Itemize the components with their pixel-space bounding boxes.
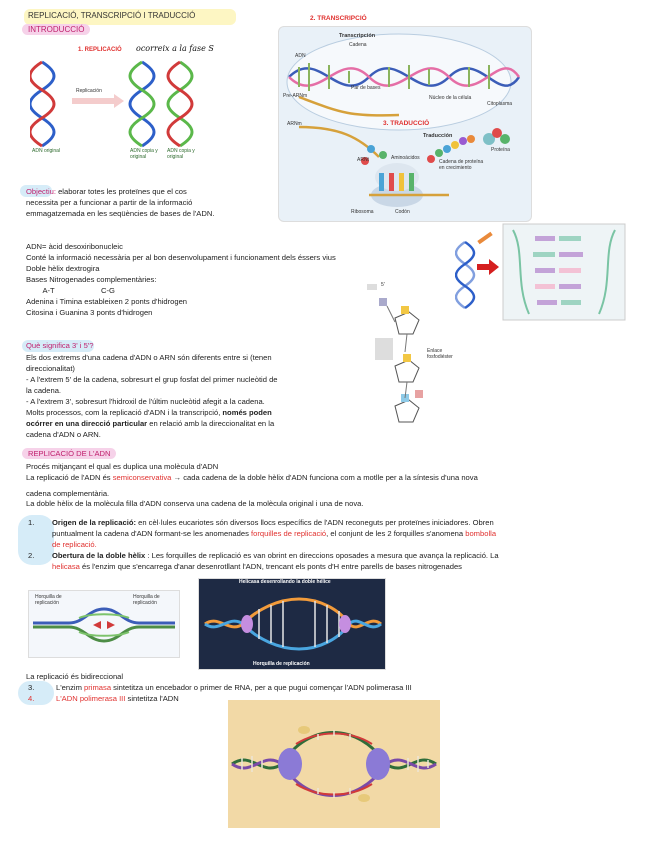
cell-label-cadena-proteina: Cadena de proteína en crecimiento — [439, 159, 484, 171]
dna-original-icon — [30, 62, 54, 146]
step4-a: L'ADN polimerasa III — [56, 694, 126, 703]
cell-label-ribosoma: Ribosoma — [351, 209, 374, 215]
label-dna-copy1: ADN copia y original — [130, 148, 158, 160]
replicacio-2a: La replicació de l'ADN és — [26, 473, 113, 482]
step1-l2d: bombolla — [465, 529, 497, 538]
objectiu-line-2: necessita per a funcionar a partir de la informació — [26, 198, 193, 207]
cell-label-nucleo: Núcleo de la célula — [429, 95, 472, 101]
step1-l2c: , el conjunt de les 2 forquilles s'anomena — [326, 529, 466, 538]
replication-figure — [30, 58, 200, 160]
cell-label-pre-arnm: Pre-ARNm — [283, 93, 308, 99]
bidireccional-line: La replicació és bidireccional — [26, 672, 124, 681]
label-transcripcio: 2. TRANSCRIPCIÓ — [310, 15, 367, 22]
cell-label-citoplasma: Citoplasma — [487, 101, 513, 107]
helicase-figure — [198, 578, 386, 670]
label-replicacio: 1. REPLICACIÓ — [78, 47, 122, 53]
adn-line-7: Citosina i Guanina 3 ponts d'hidrogen — [26, 308, 153, 317]
significa-title: Què significa 3' i 5'? — [26, 341, 94, 350]
step3-number: 3. — [28, 683, 35, 692]
polymerase-right-icon — [366, 748, 390, 780]
replicacio-heading: REPLICACIÓ DE L'ADN — [22, 448, 116, 459]
replicacio-line-3: cadena complementària. — [26, 489, 110, 498]
objectiu-line-3: emmagatzemada en les seqüències de bases de l'ADN. — [26, 209, 215, 218]
red-arrow-icon — [477, 259, 499, 275]
replication-arrow-label: Replicación — [76, 88, 102, 94]
transcription-translation-figure — [278, 26, 532, 222]
strand-label-enlace: Enlace fosfodiéster — [427, 348, 453, 360]
intro-heading: INTRODUCCIÓ — [22, 24, 90, 35]
helicase-left-icon — [241, 615, 253, 633]
step2-bold: Obertura de la doble hèlix — [52, 551, 146, 560]
label-traduccio: 3. TRADUCCIÓ — [383, 120, 430, 127]
replicacio-2b: semiconservativa — [112, 473, 172, 482]
step3-c: sintetitza un encebador o primer de RNA, per a que pugui començar l'ADN polimerasa III — [111, 683, 412, 692]
cell-label-par-bases: Par de bases — [351, 85, 381, 91]
step2-l1: : Les forquilles de replicació es van obrint en direccions oposades a mesura que avança la replicació. La — [145, 551, 499, 560]
cell-label-arnm: ARNm — [287, 121, 302, 127]
step1-l1: en cèl·lules eucariotes són diversos llocs específics de l'ADN reconeguts per proteïnes iniciadores. Obren — [135, 518, 494, 527]
pencil-icon — [477, 232, 492, 244]
replicacio-2c: → cada cadena de la doble hèlix d'ADN funciona com a motlle per a la síntesis d'una nova — [171, 473, 478, 482]
step1-l2a: puntualment la cadena d'ADN formant-se les anomenades — [52, 529, 252, 538]
ribosome-icon — [369, 163, 449, 207]
polymerase-left-icon — [278, 748, 302, 780]
step1-line-2 — [52, 529, 496, 539]
significa-6a: Molts processos, com la replicació d'ADN i la transcripció, — [26, 408, 223, 417]
step3-a: L'enzim — [56, 683, 85, 692]
step1-line-1 — [52, 518, 494, 528]
significa-line-8: cadena d'ADN o ARN. — [26, 430, 101, 439]
cell-label-adn: ADN — [295, 53, 306, 59]
step1-line-3: de replicació. — [52, 540, 97, 549]
replication-bubble-figure — [228, 700, 440, 828]
adn-line-3: Doble hèlix dextrogira — [26, 264, 100, 273]
objectiu-text-1: elaborar totes les proteïnes que el cos — [55, 187, 187, 196]
replication-arrow-icon — [72, 94, 124, 108]
dna-copy1-icon — [130, 62, 154, 146]
helicase-label-bottom: Horquilla de replicación — [253, 661, 310, 667]
significa-line-2: direccionalitat) — [26, 364, 75, 373]
significa-line-6 — [26, 408, 272, 418]
step4-b: sintetitza l'ADN — [125, 694, 179, 703]
phosphate-icon — [379, 298, 387, 306]
label-dna-original: ADN original — [32, 148, 61, 154]
cell-label-proteina: Proteína — [491, 147, 510, 153]
fork-label-right: Horquilla de replicación — [133, 594, 160, 606]
cell-label-cadena: Cadena — [349, 42, 367, 48]
dna-copy2-icon — [168, 62, 192, 146]
dna-zoom-figure — [455, 222, 635, 322]
step3-b: primasa — [84, 683, 112, 692]
adn-line-1: ADN= àcid desoxiribonucleic — [26, 242, 123, 251]
cell-label-traduccion: Traducción — [423, 133, 453, 139]
cell-label-aminoacidos: Aminoácidos — [391, 155, 420, 161]
strand-label-5prime: 5' — [381, 282, 385, 288]
page-title: REPLICACIÓ, TRANSCRIPCIÓ I TRADUCCIÓ — [28, 11, 196, 20]
adn-line-4: Bases Nitrogenades complementàries: — [26, 275, 157, 284]
step4-text — [56, 694, 179, 704]
step2-number: 2. — [28, 551, 35, 560]
right-arrow-icon — [107, 621, 115, 629]
mrna-icon — [299, 127, 379, 157]
step1-bold: Origen de la replicació: — [52, 518, 136, 527]
nucleotide-strand-figure — [365, 282, 455, 437]
handwritten-note: ocorreix a la fase S — [136, 44, 214, 53]
significa-6b: només poden — [222, 408, 272, 417]
objectiu-line-1 — [26, 187, 187, 197]
cell-label-arnt: ARNt — [357, 157, 369, 163]
step1-number: 1. — [28, 518, 35, 527]
cell-label-codon: Codón — [395, 209, 410, 215]
small-dna-icon — [456, 242, 474, 308]
step3-text — [56, 683, 412, 693]
significa-line-4: la cadena. — [26, 386, 62, 395]
significa-line-1: Els dos extrems d'una cadena d'ADN o ARN són diferents entre si (tenen — [26, 353, 272, 362]
replicacio-line-1: Procés mitjançant el qual es duplica una molècula d'ADN — [26, 462, 219, 471]
steps-highlight — [18, 515, 54, 565]
adn-line-2: Conté la informació necessària per al bon desenvolupament i funcionament dels éssers vius — [26, 253, 336, 262]
step2-l2a: helicasa — [52, 562, 80, 571]
significa-line-5: - A l'extrem 3', sobresurt l'hidroxil de l'últim nucleòtid afegit a la cadena. — [26, 397, 265, 406]
cell-label-transcripcion: Transcripción — [339, 33, 376, 39]
step1-l2b: forquilles de replicació — [251, 529, 327, 538]
steps34-highlight — [18, 681, 54, 705]
helicase-right-icon — [339, 615, 351, 633]
step4-number: 4. — [28, 694, 35, 703]
label-dna-copy2: ADN copia y original — [167, 148, 195, 160]
step2-l2b: és l'enzim que s'encarrega d'anar desenrotllant l'ADN, trencant els ponts d'H entre parells de bases nitrogenades — [79, 562, 462, 571]
replication-fork-figure — [28, 590, 180, 658]
fork-label-left: Horquilla de replicación — [35, 594, 62, 606]
replicacio-line-4: La doble hèlix de la molècula filla d'ADN conserva una cadena de la molècula original i una de nova. — [26, 499, 364, 508]
significa-7b: en relació amb la direccionalitat en la — [147, 419, 275, 428]
significa-7a: ocórrer en una direcció particular — [26, 419, 148, 428]
significa-line-3: - A l'extrem 5' de la cadena, sobresurt el grup fosfat del primer nucleòtid de — [26, 375, 278, 384]
helicase-label-top: Helicasa desenrollando la doble hélice — [239, 579, 331, 585]
adn-line-5: A-T C-G — [26, 286, 115, 295]
step2-line-2 — [52, 562, 462, 572]
adn-line-6: Adenina i Timina estableixen 2 ponts d'hidrogen — [26, 297, 188, 306]
objectiu-label: Objectiu: — [26, 187, 56, 196]
step2-line-1 — [52, 551, 499, 561]
left-arrow-icon — [93, 621, 101, 629]
significa-line-7 — [26, 419, 274, 429]
replicacio-line-2 — [26, 473, 478, 483]
